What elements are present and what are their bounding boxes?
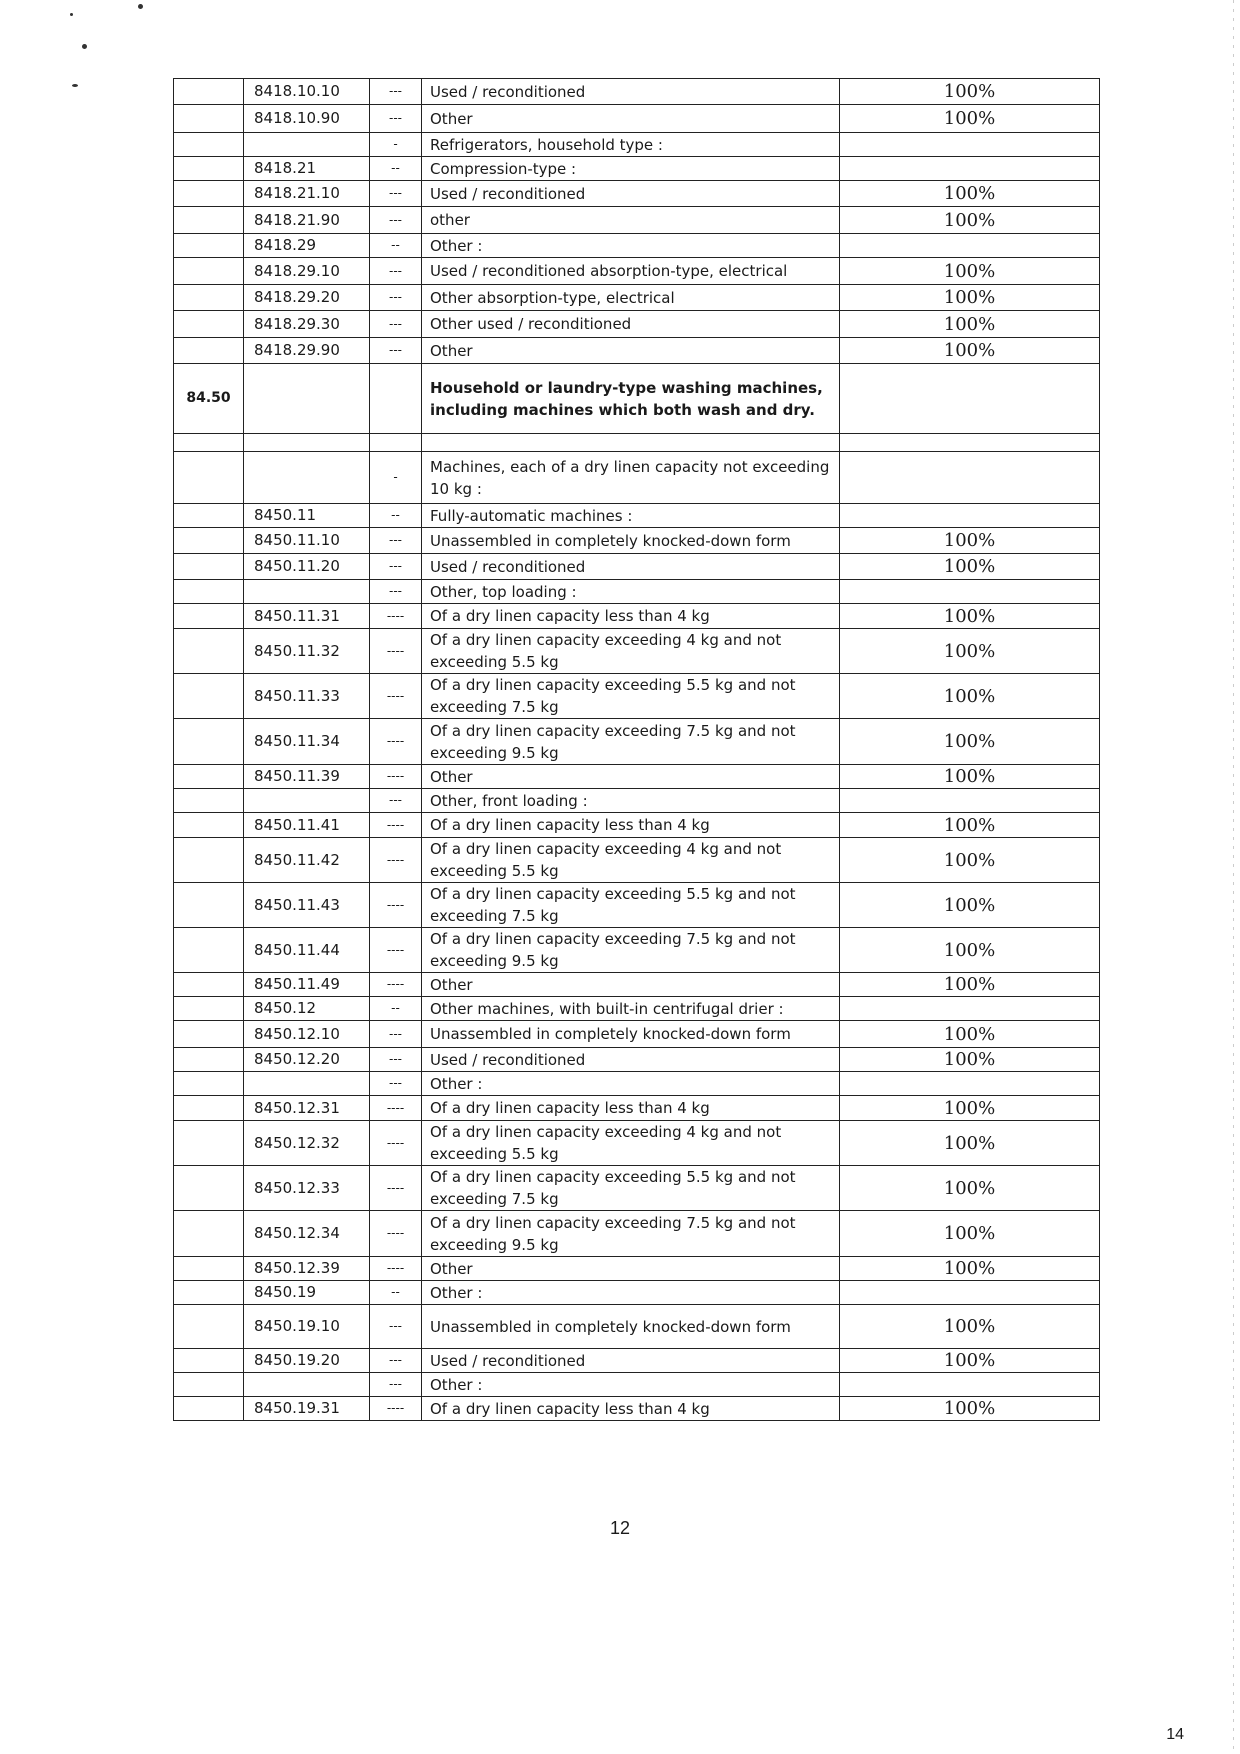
- code-cell: 8418.29.90: [244, 338, 370, 364]
- scan-speck: [70, 13, 73, 16]
- heading-cell: [174, 105, 244, 133]
- description-cell: Of a dry linen capacity exceeding 4 kg and not exceeding 5.5 kg: [422, 1121, 840, 1166]
- rate-cell: 100%: [840, 258, 1100, 285]
- corner-page-number: 14: [1166, 1726, 1184, 1743]
- description-cell: Other, top loading :: [422, 580, 840, 604]
- table-row: [174, 1211, 1100, 1257]
- dash-cell: ----: [370, 813, 422, 838]
- code-cell: 8450.12: [244, 997, 370, 1021]
- dash-cell: ---: [370, 1048, 422, 1072]
- table-row: [174, 105, 1100, 133]
- dash-cell: ----: [370, 674, 422, 719]
- dash-cell: ----: [370, 1397, 422, 1421]
- rate-cell: 100%: [840, 1166, 1100, 1211]
- heading-cell: [174, 1281, 244, 1305]
- code-cell: 8450.12.31: [244, 1096, 370, 1121]
- table-row: [174, 528, 1100, 554]
- code-cell: 8450.12.39: [244, 1257, 370, 1281]
- code-cell: 8450.11.42: [244, 838, 370, 883]
- tariff-table-body: [174, 79, 1100, 1421]
- table-row: [174, 813, 1100, 838]
- table-row: [174, 838, 1100, 883]
- rate-cell: 100%: [840, 838, 1100, 883]
- rate-cell: 100%: [840, 973, 1100, 997]
- description-cell: Used / reconditioned: [422, 1048, 840, 1072]
- rate-cell: 100%: [840, 765, 1100, 789]
- rate-cell: 100%: [840, 1305, 1100, 1349]
- rate-cell: 100%: [840, 285, 1100, 311]
- code-cell: 8450.11.33: [244, 674, 370, 719]
- tariff-table: [173, 78, 1100, 1421]
- rate-cell: 100%: [840, 1048, 1100, 1072]
- heading-cell: [174, 1211, 244, 1257]
- description-cell: Used / reconditioned: [422, 1349, 840, 1373]
- rate-cell: [840, 133, 1100, 157]
- description-cell: Other :: [422, 1281, 840, 1305]
- heading-cell: [174, 674, 244, 719]
- description-cell: Of a dry linen capacity exceeding 7.5 kg and not exceeding 9.5 kg: [422, 719, 840, 765]
- code-cell: 8450.19.10: [244, 1305, 370, 1349]
- dash-cell: ----: [370, 604, 422, 629]
- code-cell: 8418.29.30: [244, 311, 370, 338]
- table-row: [174, 674, 1100, 719]
- heading-cell: [174, 883, 244, 928]
- table-row: [174, 928, 1100, 973]
- description-cell: Other :: [422, 1373, 840, 1397]
- heading-cell: [174, 973, 244, 997]
- heading-cell: [174, 1096, 244, 1121]
- description-cell: Other :: [422, 1072, 840, 1096]
- code-cell: [244, 1072, 370, 1096]
- heading-cell: [174, 1021, 244, 1048]
- description-cell: Used / reconditioned absorption-type, electrical: [422, 258, 840, 285]
- heading-cell: [174, 789, 244, 813]
- dash-cell: ---: [370, 181, 422, 207]
- code-cell: 8418.29.10: [244, 258, 370, 285]
- dash-cell: --: [370, 504, 422, 528]
- heading-cell: [174, 528, 244, 554]
- heading-cell: [174, 207, 244, 234]
- dash-cell: --: [370, 997, 422, 1021]
- rate-cell: 100%: [840, 604, 1100, 629]
- dash-cell: ----: [370, 883, 422, 928]
- rate-cell: 100%: [840, 105, 1100, 133]
- description-cell: Of a dry linen capacity exceeding 7.5 kg and not exceeding 9.5 kg: [422, 928, 840, 973]
- heading-cell: [174, 765, 244, 789]
- table-row: [174, 1096, 1100, 1121]
- code-cell: 8450.19.31: [244, 1397, 370, 1421]
- rate-cell: 100%: [840, 1349, 1100, 1373]
- dash-cell: ---: [370, 207, 422, 234]
- rate-cell: 100%: [840, 79, 1100, 105]
- scan-speck: [82, 44, 87, 49]
- page-number: 12: [609, 1518, 631, 1538]
- code-cell: 8450.11.39: [244, 765, 370, 789]
- code-cell: 8418.21.90: [244, 207, 370, 234]
- scan-speck: [72, 84, 78, 87]
- table-row: [174, 1305, 1100, 1349]
- heading-cell: [174, 234, 244, 258]
- dash-cell: ---: [370, 311, 422, 338]
- rate-cell: [840, 434, 1100, 452]
- table-row: [174, 79, 1100, 105]
- rate-cell: [840, 997, 1100, 1021]
- heading-cell: [174, 1072, 244, 1096]
- rate-cell: 100%: [840, 928, 1100, 973]
- heading-cell: [174, 838, 244, 883]
- code-cell: 8450.11.43: [244, 883, 370, 928]
- table-row: [174, 629, 1100, 674]
- description-cell: Of a dry linen capacity less than 4 kg: [422, 1096, 840, 1121]
- code-cell: 8418.10.90: [244, 105, 370, 133]
- table-row: [174, 207, 1100, 234]
- table-row: [174, 1048, 1100, 1072]
- code-cell: 8450.11.31: [244, 604, 370, 629]
- table-row: [174, 1021, 1100, 1048]
- heading-cell: [174, 719, 244, 765]
- dash-cell: ---: [370, 1349, 422, 1373]
- heading-cell: [174, 157, 244, 181]
- rate-cell: [840, 789, 1100, 813]
- description-cell: Other machines, with built-in centrifugal drier :: [422, 997, 840, 1021]
- description-cell: Fully-automatic machines :: [422, 504, 840, 528]
- dash-cell: ----: [370, 1166, 422, 1211]
- dash-cell: ---: [370, 580, 422, 604]
- code-cell: 8418.10.10: [244, 79, 370, 105]
- code-cell: 8450.12.10: [244, 1021, 370, 1048]
- table-row: [174, 434, 1100, 452]
- heading-cell: [174, 997, 244, 1021]
- description-cell: Used / reconditioned: [422, 79, 840, 105]
- table-row: [174, 1072, 1100, 1096]
- code-cell: 8450.12.33: [244, 1166, 370, 1211]
- table-row: [174, 997, 1100, 1021]
- heading-cell: [174, 285, 244, 311]
- heading-cell: [174, 580, 244, 604]
- code-cell: 8450.19.20: [244, 1349, 370, 1373]
- description-cell: Of a dry linen capacity exceeding 5.5 kg and not exceeding 7.5 kg: [422, 1166, 840, 1211]
- dash-cell: --: [370, 157, 422, 181]
- table-row: [174, 364, 1100, 434]
- table-row: [174, 789, 1100, 813]
- rate-cell: [840, 580, 1100, 604]
- table-row: [174, 883, 1100, 928]
- description-cell: Of a dry linen capacity less than 4 kg: [422, 1397, 840, 1421]
- dash-cell: --: [370, 234, 422, 258]
- description-cell: Machines, each of a dry linen capacity not exceeding 10 kg :: [422, 452, 840, 504]
- heading-cell: [174, 1121, 244, 1166]
- rate-cell: [840, 1373, 1100, 1397]
- dash-cell: ---: [370, 79, 422, 105]
- dash-cell: ---: [370, 285, 422, 311]
- dash-cell: ----: [370, 973, 422, 997]
- description-cell: [422, 434, 840, 452]
- description-cell: Other absorption-type, electrical: [422, 285, 840, 311]
- rate-cell: [840, 1072, 1100, 1096]
- description-cell: Other: [422, 105, 840, 133]
- rate-cell: 100%: [840, 528, 1100, 554]
- description-cell: Household or laundry-type washing machines, including machines which both wash and dry.: [422, 364, 840, 434]
- code-cell: 8418.21: [244, 157, 370, 181]
- heading-cell: [174, 1257, 244, 1281]
- description-cell: Other :: [422, 234, 840, 258]
- dash-cell: ----: [370, 765, 422, 789]
- code-cell: 8418.29: [244, 234, 370, 258]
- rate-cell: 100%: [840, 1021, 1100, 1048]
- rate-cell: 100%: [840, 311, 1100, 338]
- rate-cell: [840, 452, 1100, 504]
- code-cell: 8450.11: [244, 504, 370, 528]
- heading-cell: [174, 311, 244, 338]
- heading-cell: [174, 452, 244, 504]
- description-cell: Unassembled in completely knocked-down form: [422, 528, 840, 554]
- code-cell: 8450.12.20: [244, 1048, 370, 1072]
- code-cell: 8450.11.10: [244, 528, 370, 554]
- code-cell: 8450.11.32: [244, 629, 370, 674]
- dash-cell: ---: [370, 338, 422, 364]
- code-cell: [244, 364, 370, 434]
- heading-cell: 84.50: [174, 364, 244, 434]
- code-cell: [244, 580, 370, 604]
- dash-cell: ---: [370, 1072, 422, 1096]
- table-row: [174, 181, 1100, 207]
- rate-cell: 100%: [840, 1257, 1100, 1281]
- code-cell: 8418.21.10: [244, 181, 370, 207]
- table-row: [174, 452, 1100, 504]
- rate-cell: 100%: [840, 207, 1100, 234]
- table-row: [174, 285, 1100, 311]
- description-cell: Other: [422, 338, 840, 364]
- table-row: [174, 1257, 1100, 1281]
- heading-cell: [174, 1048, 244, 1072]
- heading-cell: [174, 133, 244, 157]
- heading-cell: [174, 1166, 244, 1211]
- table-row: [174, 1397, 1100, 1421]
- table-row: [174, 580, 1100, 604]
- scan-edge: [1233, 0, 1234, 1754]
- table-row: [174, 765, 1100, 789]
- heading-cell: [174, 604, 244, 629]
- rate-cell: [840, 364, 1100, 434]
- table-row: [174, 338, 1100, 364]
- heading-cell: [174, 504, 244, 528]
- table-row: [174, 1166, 1100, 1211]
- description-cell: Of a dry linen capacity exceeding 7.5 kg and not exceeding 9.5 kg: [422, 1211, 840, 1257]
- heading-cell: [174, 434, 244, 452]
- description-cell: Unassembled in completely knocked-down form: [422, 1021, 840, 1048]
- dash-cell: ----: [370, 1257, 422, 1281]
- heading-cell: [174, 338, 244, 364]
- table-row: [174, 311, 1100, 338]
- table-row: [174, 234, 1100, 258]
- dash-cell: ---: [370, 1305, 422, 1349]
- table-row: [174, 258, 1100, 285]
- description-cell: Of a dry linen capacity exceeding 4 kg and not exceeding 5.5 kg: [422, 838, 840, 883]
- dash-cell: [370, 434, 422, 452]
- rate-cell: [840, 1281, 1100, 1305]
- rate-cell: 100%: [840, 1096, 1100, 1121]
- heading-cell: [174, 554, 244, 580]
- heading-cell: [174, 1349, 244, 1373]
- description-cell: Of a dry linen capacity exceeding 5.5 kg and not exceeding 7.5 kg: [422, 674, 840, 719]
- dash-cell: ---: [370, 1021, 422, 1048]
- code-cell: [244, 789, 370, 813]
- description-cell: Of a dry linen capacity exceeding 5.5 kg and not exceeding 7.5 kg: [422, 883, 840, 928]
- dash-cell: ---: [370, 105, 422, 133]
- description-cell: Other: [422, 1257, 840, 1281]
- table-row: [174, 157, 1100, 181]
- rate-cell: [840, 157, 1100, 181]
- description-cell: Used / reconditioned: [422, 181, 840, 207]
- rate-cell: 100%: [840, 1121, 1100, 1166]
- dash-cell: ---: [370, 789, 422, 813]
- code-cell: 8450.11.41: [244, 813, 370, 838]
- table-row: [174, 1373, 1100, 1397]
- table-row: [174, 554, 1100, 580]
- rate-cell: [840, 504, 1100, 528]
- dash-cell: ----: [370, 1211, 422, 1257]
- dash-cell: ---: [370, 554, 422, 580]
- dash-cell: ----: [370, 629, 422, 674]
- rate-cell: 100%: [840, 1211, 1100, 1257]
- dash-cell: --: [370, 1281, 422, 1305]
- rate-cell: 100%: [840, 674, 1100, 719]
- description-cell: Of a dry linen capacity less than 4 kg: [422, 813, 840, 838]
- code-cell: [244, 133, 370, 157]
- rate-cell: 100%: [840, 338, 1100, 364]
- description-cell: Other, front loading :: [422, 789, 840, 813]
- dash-cell: ----: [370, 838, 422, 883]
- code-cell: 8450.11.34: [244, 719, 370, 765]
- code-cell: 8418.29.20: [244, 285, 370, 311]
- heading-cell: [174, 1373, 244, 1397]
- heading-cell: [174, 181, 244, 207]
- rate-cell: 100%: [840, 719, 1100, 765]
- code-cell: 8450.12.34: [244, 1211, 370, 1257]
- description-cell: Refrigerators, household type :: [422, 133, 840, 157]
- rate-cell: [840, 234, 1100, 258]
- code-cell: 8450.12.32: [244, 1121, 370, 1166]
- description-cell: Used / reconditioned: [422, 554, 840, 580]
- dash-cell: -: [370, 133, 422, 157]
- rate-cell: 100%: [840, 813, 1100, 838]
- rate-cell: 100%: [840, 629, 1100, 674]
- dash-cell: -: [370, 452, 422, 504]
- rate-cell: 100%: [840, 554, 1100, 580]
- code-cell: [244, 452, 370, 504]
- heading-cell: [174, 79, 244, 105]
- heading-cell: [174, 813, 244, 838]
- description-cell: Of a dry linen capacity less than 4 kg: [422, 604, 840, 629]
- dash-cell: ---: [370, 258, 422, 285]
- rate-cell: 100%: [840, 181, 1100, 207]
- table-row: [174, 504, 1100, 528]
- description-cell: Unassembled in completely knocked-down form: [422, 1305, 840, 1349]
- description-cell: other: [422, 207, 840, 234]
- dash-cell: ----: [370, 1121, 422, 1166]
- code-cell: [244, 434, 370, 452]
- rate-cell: 100%: [840, 883, 1100, 928]
- description-cell: Other: [422, 973, 840, 997]
- code-cell: 8450.11.44: [244, 928, 370, 973]
- rate-cell: 100%: [840, 1397, 1100, 1421]
- dash-cell: ----: [370, 928, 422, 973]
- dash-cell: ---: [370, 1373, 422, 1397]
- table-row: [174, 719, 1100, 765]
- scan-speck: [138, 4, 143, 9]
- description-cell: Compression-type :: [422, 157, 840, 181]
- table-row: [174, 973, 1100, 997]
- code-cell: [244, 1373, 370, 1397]
- heading-cell: [174, 629, 244, 674]
- heading-cell: [174, 258, 244, 285]
- description-cell: Other used / reconditioned: [422, 311, 840, 338]
- table-row: [174, 133, 1100, 157]
- dash-cell: [370, 364, 422, 434]
- description-cell: Of a dry linen capacity exceeding 4 kg and not exceeding 5.5 kg: [422, 629, 840, 674]
- table-row: [174, 1281, 1100, 1305]
- code-cell: 8450.11.20: [244, 554, 370, 580]
- heading-cell: [174, 928, 244, 973]
- dash-cell: ---: [370, 528, 422, 554]
- heading-cell: [174, 1397, 244, 1421]
- heading-cell: [174, 1305, 244, 1349]
- table-row: [174, 1121, 1100, 1166]
- dash-cell: ----: [370, 1096, 422, 1121]
- code-cell: 8450.11.49: [244, 973, 370, 997]
- table-row: [174, 604, 1100, 629]
- table-row: [174, 1349, 1100, 1373]
- description-cell: Other: [422, 765, 840, 789]
- dash-cell: ----: [370, 719, 422, 765]
- code-cell: 8450.19: [244, 1281, 370, 1305]
